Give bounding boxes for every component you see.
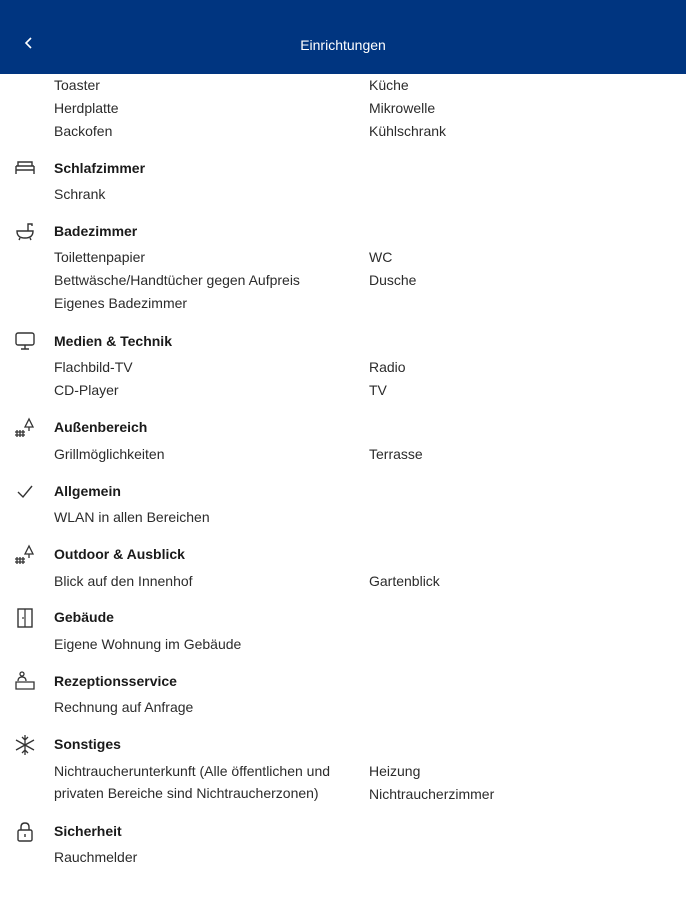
facility-item: Toilettenpapier [54, 249, 146, 265]
checkmark-icon [14, 481, 36, 503]
monitor-icon [14, 330, 36, 352]
facility-item: Rauchmelder [54, 849, 138, 865]
section-title: Schlafzimmer [54, 160, 146, 176]
facility-item: Toaster [54, 77, 100, 93]
section-title: Allgemein [54, 483, 121, 499]
reception-icon [14, 670, 36, 692]
facility-item: CD-Player [54, 382, 119, 398]
facility-item: Rechnung auf Anfrage [54, 699, 194, 715]
facility-item: Schrank [54, 186, 106, 202]
facility-item: Flachbild-TV [54, 359, 133, 375]
section-title: Gebäude [54, 609, 114, 625]
facility-item: Küche [369, 77, 409, 93]
facility-item: Kühlschrank [369, 123, 447, 139]
facility-item: Heizung [369, 763, 421, 779]
facility-item: Gartenblick [369, 573, 440, 589]
section-title: Outdoor & Ausblick [54, 546, 185, 562]
top-app-bar [0, 0, 686, 74]
facility-item: Dusche [369, 272, 417, 288]
facility-item: WC [369, 249, 393, 265]
facility-item: Backofen [54, 123, 113, 139]
facility-item: Eigenes Badezimmer [54, 295, 188, 311]
bed-icon [14, 157, 36, 179]
section-title: Außenbereich [54, 419, 148, 435]
facility-item: Bettwäsche/Handtücher gegen Aufpreis [54, 272, 300, 288]
section-title: Sicherheit [54, 823, 122, 839]
facility-item: Nichtraucherzimmer [369, 786, 495, 802]
facility-item: Nichtraucherunterkunft (Alle öffentlichen und privaten Bereiche sind Nichtraucherzonen) [54, 763, 331, 801]
door-icon [14, 607, 36, 629]
facility-item: Terrasse [369, 446, 423, 462]
garden-icon [14, 544, 36, 566]
facility-item: Mikrowelle [369, 100, 436, 116]
section-title: Sonstiges [54, 736, 121, 752]
lock-icon [14, 821, 36, 843]
facility-item: TV [369, 382, 387, 398]
section-title: Rezeptionsservice [54, 673, 177, 689]
facility-item: Eigene Wohnung im Gebäude [54, 636, 242, 652]
snowflake-icon [14, 734, 36, 756]
page-title: Einrichtungen [300, 37, 386, 53]
garden-icon [14, 417, 36, 439]
facility-item: WLAN in allen Bereichen [54, 509, 210, 525]
section-title: Medien & Technik [54, 333, 172, 349]
section-title: Badezimmer [54, 223, 138, 239]
facility-item: Radio [369, 359, 406, 375]
bathtub-icon [14, 220, 36, 242]
facility-item: Grillmöglichkeiten [54, 446, 165, 462]
facility-item: Blick auf den Innenhof [54, 573, 193, 589]
facility-item: Herdplatte [54, 100, 119, 116]
